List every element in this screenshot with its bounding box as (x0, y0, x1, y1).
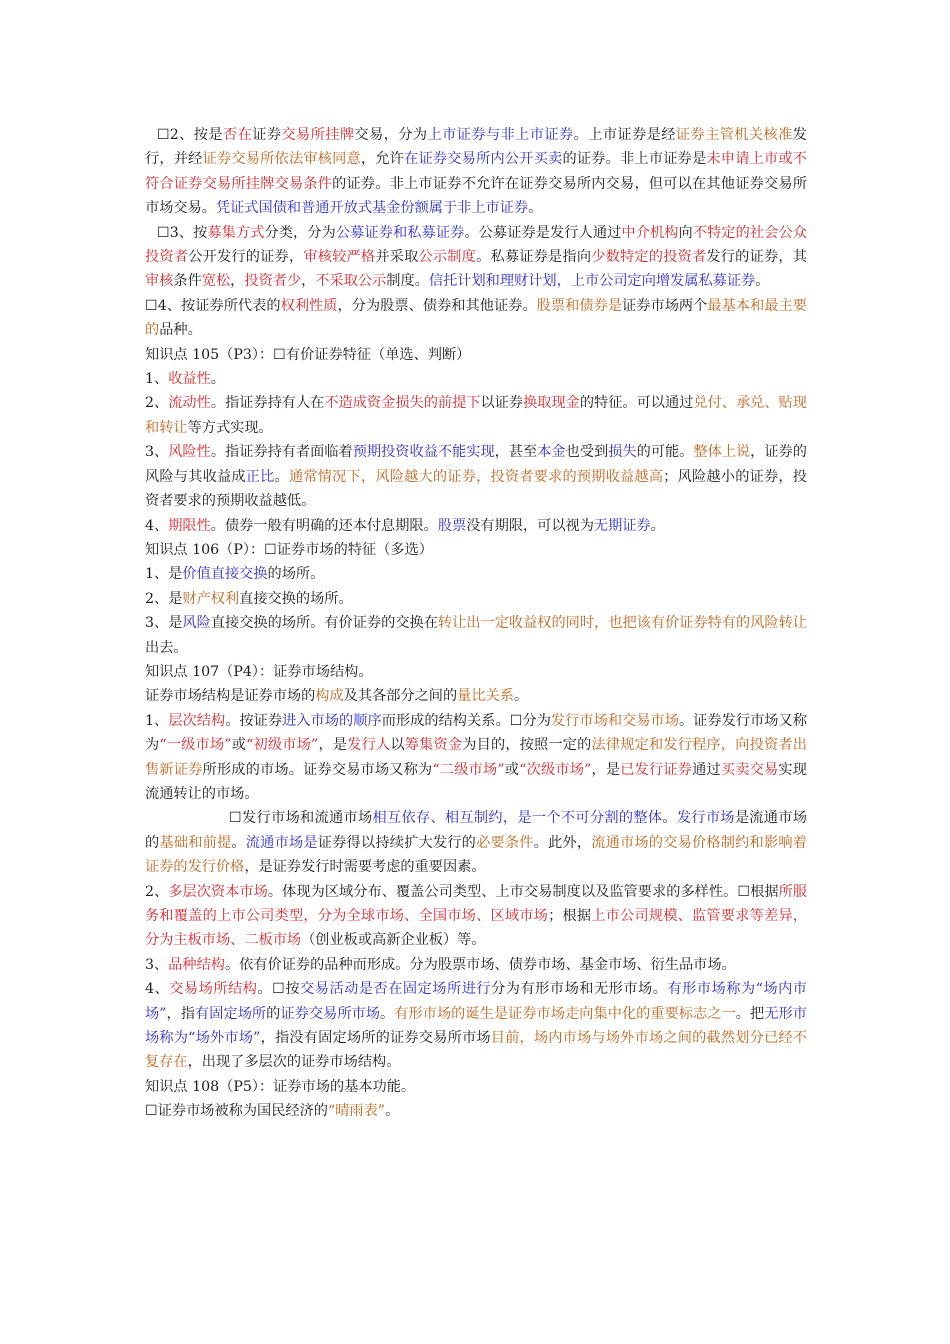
paragraph (145, 806, 807, 879)
text-run: 3、 (145, 444, 169, 461)
text-run: 证券交易所依法审核同意 (202, 151, 361, 168)
text-run: 直接交换的场所。有价证券的交换在 (210, 615, 438, 632)
paragraph (145, 684, 807, 708)
text-run: 直接交换的场所。 (239, 590, 353, 607)
text-run: ，证券的风险与其收益成 (145, 444, 807, 485)
text-run: 的可能。 (636, 444, 694, 461)
text-run: 损失 (608, 444, 637, 461)
paragraph (145, 1075, 807, 1099)
text-run: 价值直接交换 (182, 566, 268, 583)
text-run: 上市证券与非上市证券 (427, 127, 574, 143)
paragraph (145, 123, 807, 221)
text-run: 证券主管机关核准 (675, 127, 793, 143)
text-run: ，指没有固定场所的证券交易所市场 (260, 1030, 491, 1047)
text-run: 知识点 107（P4）：证券市场结构。 (145, 663, 373, 680)
text-run: 公示制度 (418, 249, 477, 266)
text-run: 不特定的社会公众投资者 (145, 224, 807, 266)
text-run: 不造成资金损失的前提下 (324, 395, 481, 412)
text-run: 在证券交易所内公开买卖 (404, 151, 563, 168)
text-run: 通常情况下，风险越大的证券，投资者要求的预期收益越高 (288, 468, 664, 485)
text-run: 。按证券 (225, 712, 283, 729)
text-run: 投资者少 (244, 273, 302, 290)
text-run: 有形市场称为“场内市场” (145, 981, 807, 1022)
text-run: 股票和债券是 (536, 297, 623, 314)
text-run: ；风险越小的证券，投资者要求的预期收益越低。 (145, 468, 807, 510)
text-run: 兑付、承兑、贴现和转让 (145, 395, 807, 436)
paragraph (145, 880, 807, 953)
text-run: 没有期限，可以视为 (466, 517, 594, 534)
text-run: 流通市场是 (245, 834, 318, 851)
text-run: 证券交易所市场 (280, 1005, 381, 1022)
paragraph (145, 1099, 807, 1123)
text-run: 。 (650, 517, 665, 534)
text-run: 而形成的结构关系。☐分为 (381, 712, 551, 729)
text-run: 2、 (145, 883, 169, 900)
text-run: （创业板或高新企业板）等。 (301, 932, 486, 949)
text-run: 多层次资本市场 (168, 883, 268, 900)
text-run: 证券得以持续扩大发行的 (317, 834, 477, 851)
text-run: 流动性 (168, 395, 211, 412)
text-run: ☐发行市场和流通市场 (229, 810, 373, 827)
text-run: 整体上说 (693, 444, 751, 461)
text-run: 审核 (145, 273, 174, 290)
paragraph (145, 294, 807, 343)
paragraph (145, 977, 807, 1075)
text-run: 的证券。非上市证券不允许在证券交易所内交易，但可以在其他证券交易所市场交易。 (145, 175, 807, 217)
text-run: 4、 (145, 517, 169, 534)
text-run: 。依有价证券的品种而形成。分为股票市场、债券市场、基金市场、衍生品市场。 (224, 956, 736, 973)
text-run: ， (230, 273, 245, 290)
text-run: 1、 (145, 712, 169, 729)
text-run: 品种结构 (168, 956, 225, 973)
text-run: 换取现金 (523, 395, 580, 412)
text-run: 为目的，按照一定的 (462, 737, 592, 754)
text-run: 2、是 (145, 590, 183, 607)
text-run: 无期证券 (593, 517, 651, 534)
text-run: 发行市场 (676, 810, 735, 827)
text-run: 上市公司规模、监管要求等差异，分为主板市场、二板市场 (145, 908, 807, 949)
text-run: 的场所。 (267, 566, 325, 583)
text-run: 。 (385, 1103, 400, 1120)
text-run: 所服务和覆盖的上市公司类型，分为全球市场、全国市场、区域市场 (145, 883, 807, 924)
text-run: 未申请上市或不符合证券交易所挂牌交易条件 (145, 151, 807, 192)
paragraph (145, 660, 807, 684)
text-run: “晴雨表” (327, 1103, 386, 1120)
text-run: 进入市场的顺序 (282, 712, 382, 729)
text-run: 转让出一定收益权的同时，也把该有价证券特有的风险转让 (437, 615, 807, 632)
text-run: 相互依存、相互制约，是一个不可分割的整体 (372, 810, 663, 827)
text-run: 的特征。可以通过 (579, 395, 694, 412)
text-run: 否在 (223, 127, 253, 143)
text-run: 或 (231, 737, 247, 754)
text-run: 交易，分为 (354, 127, 428, 143)
text-run: 收益性 (168, 371, 211, 388)
paragraph (145, 391, 807, 440)
text-run: 。债券一般有明确的还本付息期限。 (210, 517, 438, 534)
text-run: 2、 (145, 395, 169, 412)
text-run: ， (301, 273, 316, 290)
text-run: 证券市场结构是证券市场的 (145, 688, 316, 705)
text-run: 财产权利 (182, 590, 240, 607)
text-run: 的 (266, 1005, 281, 1022)
text-run: 分类，分为 (264, 224, 336, 241)
text-run: 知识点 105（P3）：☐有价证券特征（单选、判断） (145, 346, 471, 363)
text-run: ，分为股票、债券和其他证券。 (337, 297, 537, 314)
text-run: 有形市场的诞生是证券市场走向集中化的重要标志之一 (394, 1005, 736, 1022)
text-run: 并采取 (375, 249, 419, 266)
text-run: 期限性 (168, 517, 211, 534)
text-run: 交易所挂牌 (281, 127, 355, 143)
paragraph (145, 514, 807, 538)
text-run: 股票 (437, 517, 467, 534)
text-run: 基础和前提 (159, 834, 232, 851)
text-run: 。公募证券是发行人通过 (464, 224, 622, 241)
text-run: 宽松 (201, 273, 231, 290)
text-run: 有固定场所 (195, 1005, 267, 1022)
text-run: 品种。 (159, 322, 202, 339)
text-run: 3、是 (145, 615, 183, 632)
text-run: 无形市场称为“场外市场” (145, 1005, 807, 1047)
text-run: 。体现为区域分布、覆盖公司类型、上市交易制度以及监管要求的多样性。☐根据 (267, 883, 779, 900)
text-run: ，甚至 (494, 444, 538, 461)
text-run: 风险 (182, 615, 211, 632)
text-run: ☐2、按是 (157, 127, 223, 143)
text-run: 发行的证券，其 (706, 249, 807, 266)
text-run: 已发行证券 (620, 761, 693, 778)
text-run: 本金 (537, 444, 566, 461)
text-run: 。 (662, 810, 677, 827)
text-run: 预期投资收益不能实现 (352, 444, 495, 461)
text-run: 分为有形市场和无形市场。 (491, 981, 668, 998)
text-run: 。 (274, 468, 289, 485)
text-run: 或 (504, 761, 520, 778)
text-run: 。证券发行市场又称为 (145, 712, 807, 754)
text-run: 条件 (173, 273, 202, 290)
text-run: 中介机构 (621, 224, 679, 241)
text-run: 发行人 (347, 737, 391, 754)
text-run: 买卖交易 (720, 761, 779, 778)
text-run: 目前，场内市场与场外市场之间的截然划分已经不复存在 (145, 1030, 807, 1071)
text-run: 权利性质 (280, 297, 338, 314)
text-run: 。 (210, 371, 225, 388)
text-run: 知识点 108（P5）：证券市场的基本功能。 (145, 1078, 416, 1095)
text-run: “二级市场” (432, 761, 505, 778)
text-run: 。指证券持有人在 (210, 395, 325, 412)
text-run: 等方式实现。 (187, 419, 273, 436)
text-run: 。指证券持有者面临着 (210, 444, 353, 461)
text-run: ，是证券发行时需要考虑的重要因素。 (244, 859, 486, 876)
text-run: ☐3、按 (157, 224, 208, 241)
text-run: 凭证式国债和普通开放式基金份额属于非上市证券 (215, 200, 529, 217)
text-run: 向 (678, 224, 693, 241)
text-run: 。 (755, 273, 770, 290)
text-run: 知识点 106（P）：☐证券市场的特征（多选） (145, 541, 433, 558)
text-run: 流通市场的交易价格制约和影响着证券的发行价格 (145, 834, 807, 876)
paragraph (145, 953, 807, 977)
text-run: 发行市场和交易市场 (550, 712, 679, 729)
text-run: 审核较严格 (303, 249, 376, 266)
text-run: 少数特定的投资者 (591, 249, 707, 266)
text-run: 层次结构 (168, 712, 226, 729)
text-run: “次级市场” (519, 761, 592, 778)
text-run: 。 (528, 200, 543, 217)
text-run: 及其各部分之间的 (343, 688, 458, 705)
text-run: 公募证券和私募证券 (335, 224, 465, 241)
text-run: 公开发行的证券， (188, 249, 304, 266)
text-run: “初级市场” (246, 737, 319, 754)
paragraph (145, 221, 807, 294)
text-run: ，是 (318, 737, 348, 754)
text-run: 证券市场两个 (622, 297, 708, 314)
text-run: 也受到 (565, 444, 609, 461)
text-run: 正比 (245, 468, 275, 485)
paragraph (145, 709, 807, 807)
text-run: 实现流通转让的市场。 (145, 761, 807, 802)
text-run: 。把 (735, 1005, 765, 1022)
paragraph (145, 611, 807, 660)
text-run: ☐证券市场被称为国民经济的 (145, 1103, 328, 1120)
text-run: 。 (231, 834, 246, 851)
text-run: 是流通市场的 (145, 810, 807, 851)
text-run: 不采取公示 (315, 273, 387, 290)
text-run: 。此外， (533, 834, 592, 851)
text-run: 风险性 (168, 444, 211, 461)
text-run: 必要条件 (476, 834, 534, 851)
text-run: 通过 (692, 761, 721, 778)
text-run: 构成 (315, 688, 344, 705)
text-run: 所形成的市场。证券交易市场又称为 (202, 761, 433, 778)
text-run: 信托计划和理财计划，上市公司定向增发属私募证券 (428, 273, 756, 290)
paragraph (145, 440, 807, 513)
text-run: 最基本和最主要的 (145, 297, 807, 339)
text-run: ☐4、按证券所代表的 (145, 297, 281, 314)
text-run: ，是 (591, 761, 621, 778)
text-run: 证券 (252, 127, 282, 143)
text-run: 筹集资金 (404, 737, 463, 754)
text-run: ，允许 (360, 151, 405, 168)
text-run: 。私募证券是指向 (476, 249, 592, 266)
text-run: 制度。 (386, 273, 429, 290)
text-run: ，出现了多层次的证券市场结构。 (187, 1054, 401, 1071)
text-run: 1、 (145, 371, 169, 388)
paragraph (145, 343, 807, 367)
text-run: 量比关系 (457, 688, 514, 705)
text-run: 。上市证券是经 (573, 127, 676, 143)
text-run: 交易场所结构 (169, 981, 258, 998)
text-run: 募集方式 (207, 224, 265, 241)
text-run: ，指 (166, 1005, 195, 1022)
document-body (145, 123, 807, 1124)
text-run: 。 (513, 688, 529, 705)
text-run: 交易活动是否在固定场所进行 (300, 981, 492, 998)
text-run: 发行，并经 (145, 127, 807, 168)
text-run: 出去。 (145, 639, 188, 656)
paragraph (145, 587, 807, 611)
text-run: 的证券。非上市证券是 (562, 151, 707, 168)
paragraph (145, 367, 807, 391)
text-run: 以 (390, 737, 405, 754)
text-run: 法律规定和发行程序，向投资者出售新证券 (145, 737, 807, 778)
text-run: 。☐按 (257, 981, 301, 998)
text-run: 1、是 (145, 566, 183, 583)
text-run: 以证券 (480, 395, 524, 412)
text-run: ；根据 (548, 908, 592, 924)
paragraph (145, 562, 807, 586)
text-run: “一级市场” (159, 737, 232, 754)
text-run: 。 (380, 1005, 395, 1022)
text-run: 3、 (145, 956, 169, 973)
text-run: 4、 (145, 981, 170, 998)
paragraph (145, 538, 807, 562)
